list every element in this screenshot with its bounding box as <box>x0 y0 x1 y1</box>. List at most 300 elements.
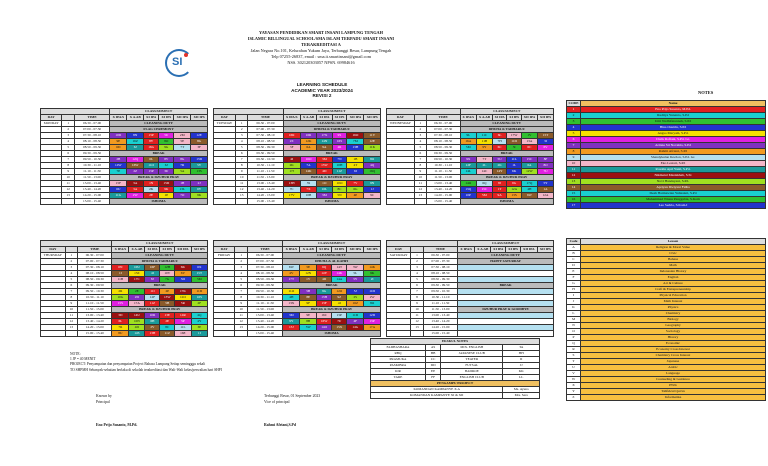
lesson-cell: 3E <box>191 325 207 331</box>
lesson-cell: 7P <box>110 169 127 175</box>
lesson-cell: 14T <box>332 265 347 271</box>
lesson-cell: 10P <box>460 193 476 199</box>
lesson-cell: 15S <box>112 301 129 307</box>
schedule-row: SATURDAY 1 06.30 - 07.00 CLEANING DUTY <box>387 253 554 259</box>
lesson-cell: 5U <box>492 157 507 163</box>
lesson-cell: 17C <box>129 277 145 283</box>
lesson-cell: 6Q <box>477 181 493 187</box>
lesson-cell: 5B <box>160 301 175 307</box>
lesson-cell: 16C <box>316 313 331 319</box>
lesson-cell: 13H <box>283 181 300 187</box>
lesson-cell: 2Z <box>127 169 144 175</box>
lesson-cell: 5P <box>175 319 192 325</box>
subject-row: N Geography <box>567 323 766 329</box>
schedule-row: 2 07.00 - 07.30 FLAG CEREMONY <box>41 127 208 133</box>
subject-row: M Biology <box>567 317 766 323</box>
letterhead <box>206 30 436 66</box>
lesson-cell: 9K <box>364 271 381 277</box>
class-subject-header: CLASS/SUBJECT <box>458 241 554 247</box>
subject-row: L Chemistry <box>567 311 766 317</box>
notes-label: NOTES <box>698 90 714 95</box>
schedule-row: 3 07.30 - 08.10 16R 16R 17X 9S 16O 11V <box>214 133 381 139</box>
lesson-cell: 2P <box>160 289 175 295</box>
class-col-header: XII IPA <box>174 115 191 121</box>
schedule-mon <box>40 108 208 205</box>
subject-row: J Math Interest <box>567 299 766 305</box>
teacher-row: 7 Arinna Sri Novahia, S.Pd <box>567 143 766 149</box>
schedule-row: 2 07.00 - 07.30 DHUHA & TADHARUZ <box>387 127 554 133</box>
class-col-header: XII IPA <box>521 115 537 121</box>
class-col-header: X A.AB <box>477 115 493 121</box>
class-col-header: X A.AB <box>129 247 145 253</box>
lesson-cell: 8V <box>159 157 174 163</box>
lesson-cell: 11Z <box>160 331 175 337</box>
lesson-cell: 5Y <box>347 277 364 283</box>
schedule-row: 2 07.00 - 07.30 DHUHA & TADHARUZ <box>41 259 208 265</box>
lesson-cell: 2E <box>160 319 175 325</box>
lesson-cell: 6Q <box>316 265 331 271</box>
schedule-row: 15.00 - 15.40 <box>387 331 554 337</box>
schedule-row: TUESDAY 1 06.30 - 07.00 CLEANING DUTY <box>214 121 381 127</box>
teacher-row: 14 Apriyan Dwiyani Fidha <box>567 185 766 191</box>
lesson-cell: 6J <box>159 163 174 169</box>
activity-row: BREAK <box>460 151 553 157</box>
lesson-cell: 11O <box>283 289 300 295</box>
ekskul-table: EKSKUL NOTES FADHASHARA AS MIX. ENGLISH TA RBQ BB JAPANESE CLUB HH PRAMUKA CC TEATER II PASKIBRA DD FUTSAL JJ KIR EE BADROE KK TARE FF ENGLISH CLUB LL PENGAMPU PROJECT KOMANDAN KAMPANYE X.A Ms. Ayuna KOMANDAN KAMPANYE XI & XII Mrs. Sara <box>370 338 540 399</box>
lesson-cell: 6L <box>492 133 507 139</box>
lesson-cell: 4Q <box>364 163 381 169</box>
lesson-cell: 5Y <box>191 163 208 169</box>
lesson-cell: 17A <box>364 325 381 331</box>
lesson-cell: 2E <box>143 193 158 199</box>
class-col-header: XI IPS <box>160 247 175 253</box>
lesson-cell: 11Z <box>145 301 160 307</box>
schedule-row: 4 08.10 - 08.50 4V 12N 14Y 14K 5L 9K <box>214 271 381 277</box>
lesson-cell: 11D <box>364 289 381 295</box>
schedule-row: 13 14.20 - 15.00 <box>387 325 554 331</box>
subject-row: R Economy Cross Interest <box>567 347 766 353</box>
schedule-row: 10 11.50 - 13.00 BREAK & DZUHUR PRAY <box>214 307 381 313</box>
lesson-cell: 13L <box>174 187 191 193</box>
lesson-cell: 14C <box>477 169 493 175</box>
lesson-cell: 11V <box>364 133 381 139</box>
teacher-row: 1 Eno Prijo Susanto, M.Pd. <box>567 107 766 113</box>
class-col-header: X IPA/S <box>112 247 129 253</box>
lesson-cell: 12A <box>507 187 521 193</box>
lesson-cell: 16O <box>347 133 364 139</box>
lesson-cell: 14Y <box>492 169 507 175</box>
notes-block: NOTE: 1 JP = 40 MENIT PROJECT: Penyampaian dan penyampaian Project Bahasa Lampung Setiap semingggu sekali TO SHPMH Sebanyak-sebatian berlaku di sekolah terakreditasi dan Wali-Wali kelas/perwalian hari SHPI <box>70 352 222 372</box>
lesson-cell: 4D <box>317 169 332 175</box>
lesson-cell: 13W <box>317 163 332 169</box>
class-col-header: XI IPA <box>316 247 331 253</box>
lesson-cell: 6I <box>347 169 364 175</box>
schedule-row: 15.00 - 15.40 ISHOMA <box>214 331 381 337</box>
lesson-cell: 13W <box>160 295 175 301</box>
schedule-row: 8 10.30 - 11.10 14W 16W 11O 6J 7R 5Y <box>41 163 208 169</box>
lesson-cell: 9E <box>110 139 127 145</box>
lesson-cell: 2M <box>174 133 191 139</box>
teacher-row: 4 Bina Oustrin, S.Pd <box>567 125 766 131</box>
lesson-cell: 12F <box>145 295 160 301</box>
class-col-header: XI IPS <box>506 247 521 253</box>
activity-row: CLEANING DUTY <box>458 253 554 259</box>
lesson-cell: 10G <box>112 295 129 301</box>
lesson-cell: 9X <box>460 157 476 163</box>
lesson-cell: 3D <box>112 313 129 319</box>
lesson-cell: 13D <box>191 157 208 163</box>
schedule-row: 9 11.10 - 11.50 17J 14K 4D 11Z 6I 16Q <box>214 169 381 175</box>
lesson-cell: 7G <box>160 277 175 283</box>
lesson-cell: 6A <box>521 163 537 169</box>
schedule-row: 13 14.20 - 15.00 7R 4D 2V 8C 11L 3E <box>41 325 208 331</box>
activity-row: FLAG CEREMONY <box>110 127 208 133</box>
lesson-cell: 13S <box>191 169 208 175</box>
lesson-cell: 11O <box>143 163 158 169</box>
lesson-cell: 15F <box>316 301 331 307</box>
lesson-cell: 3U <box>159 169 174 175</box>
lesson-cell: 12A <box>538 193 554 199</box>
subject-row: P History <box>567 335 766 341</box>
teacher-row: 13 Novi Handayani, S.Pd. <box>567 179 766 185</box>
contact: Telp 07255-26837, email : sma.it.smartinsani@gmail.com <box>270 54 372 59</box>
lesson-cell: 2F <box>191 301 207 307</box>
day-header: DAY <box>41 247 66 253</box>
subject-row: H Craft & Entrepreneurship <box>567 287 766 293</box>
lesson-cell: 1P <box>159 193 174 199</box>
schedule-row: 8 10.30 - 11.10 2K 7A 13W 10H 4T 4Q <box>214 163 381 169</box>
schedule-row: 5 08.50 - 09.30 11B 17C 8J 7G 3D 5M <box>41 277 208 283</box>
lesson-cell: 8O <box>538 163 554 169</box>
lesson-cell: 2J <box>191 181 208 187</box>
schedule-row: 8 10.30 - 11.10 <box>387 295 554 301</box>
lesson-cell: 16R <box>283 133 300 139</box>
time-header: TIME <box>248 115 283 121</box>
subject-row: O Sociology <box>567 329 766 335</box>
lesson-cell: 4D <box>129 325 145 331</box>
lesson-cell: 17X <box>317 133 332 139</box>
school-logo: SI <box>162 48 198 78</box>
schedule-row: 3 07.30 - 08.10 9L 11C 6L 17W 1V 15T <box>387 133 554 139</box>
class-col-header: X IPA/S <box>110 115 127 121</box>
schedule-row: 5 08.50 - 09.30 <box>387 277 554 283</box>
lesson-cell: 9G <box>507 181 521 187</box>
lesson-cell: 16G <box>143 145 158 151</box>
schedule-row: 4 08.10 - 08.50 1I 15Z 4I 10V 6V 15T <box>41 271 208 277</box>
activity-row: BREAK & DZUHUR PRAY <box>283 307 381 313</box>
lesson-cell: 1J <box>364 187 381 193</box>
schedule-row: 12 13.40 - 14.20 6L 10N 6H 2E 5P 4Y <box>41 319 208 325</box>
class-col-header: XII IPS <box>364 247 381 253</box>
org-name: YAYASAN PENDIDIKAN SMART INSANI LAMPUNG TENGAH <box>259 30 383 35</box>
schedule-row: 5 08.50 - 09.30 3F 6A 9A 4R 13H 11K <box>214 145 381 151</box>
lesson-cell: 5A <box>174 169 191 175</box>
lesson-cell: 3I <box>538 139 554 145</box>
lesson-cell: 3M <box>317 193 332 199</box>
lesson-cell: 3W <box>347 265 364 271</box>
lesson-cell: 16R <box>300 133 316 139</box>
lesson-cell: 1L <box>507 163 521 169</box>
schedule-row: 10 11.50 - 13.00 BREAK & DZUHUR PRAY <box>214 175 381 181</box>
lesson-cell: 4H <box>283 295 300 301</box>
teacher-row: 10 Eko Lestari, S.Pd <box>567 161 766 167</box>
lesson-cell: 7O <box>174 193 191 199</box>
lesson-cell: 8C <box>332 187 347 193</box>
lesson-cell: 4T <box>347 163 364 169</box>
class-subject-header: CLASS/SUBJECT <box>460 109 553 115</box>
lesson-cell: 6K <box>507 169 521 175</box>
schedule-row: 6 09.30 - 09.50 BREAK <box>387 283 554 289</box>
activity-row: DHUHA & AL KAHFI <box>283 259 381 265</box>
lesson-cell: 6A <box>300 145 316 151</box>
lesson-cell: 8N <box>127 133 144 139</box>
schedule-row: THURSDAY 1 06.30 - 07.00 CLEANING DUTY <box>41 253 208 259</box>
lesson-cell: 5W <box>300 325 317 331</box>
subject-row: Y Tahfidzul Qur'an <box>567 389 766 395</box>
lesson-cell: 9K <box>191 193 208 199</box>
schedule-row: 6 09.30 - 09.50 BREAK <box>41 283 208 289</box>
lesson-cell: 4I <box>145 271 160 277</box>
teacher-row: 9 Shandykulan Ikwdon, S.Pd. Gr. <box>567 155 766 161</box>
lesson-cell: 14N <box>317 139 332 145</box>
lesson-cell: 13H <box>347 145 364 151</box>
lesson-cell: 10H <box>332 163 347 169</box>
schedule-row: 6 09.30 - 09.50 BREAK <box>41 151 208 157</box>
lesson-cell: 4R <box>332 145 347 151</box>
lesson-cell: 2I <box>364 277 381 283</box>
lesson-cell: 9S <box>332 133 347 139</box>
activity-row: HAPPY SATURDAY <box>458 259 554 265</box>
teacher-code-table: CODE Name 1 Eno Prijo Susanto, M.Pd. 2 Rudiiya Yunanto, S.Pd 3 Umi Nadhifatunnah, S.Pd 4 Bina Oustrin, S.Pd 5 Angso Maryam, S.Pd. 6 Dwik Rofiani, S.Pd. Gr. 7 Arinna Sri Novahia, S.Pd 8 Rahmi Afriani, S.Pd 9 Shandykulan Ikwdon, S.Pd. Gr. 10 Eko Lestari, S.Pd 11 Rosalia Apri Yanti, S.Pd. 12 Nikmatul Maslakhah, S.Si 13 Novi Handayani, S.Pd. 14 Apriyan Dwiyani Fidha 15 Deah Harmawian Yuliastuti, S.Pd 16 Muhammad Wisnu Panggabia, S.Kom 17 Leo Sedria, S.Kom.I <box>566 100 766 209</box>
lesson-cell: 2K <box>143 187 158 193</box>
lesson-cell: 7C <box>283 187 300 193</box>
subject-row: Z Informatika <box>567 395 766 401</box>
schedule-row: 9 11.10 - 11.50 13X 9F 15F 4I 16Z 8O <box>214 301 381 307</box>
lesson-cell: 9K <box>159 187 174 193</box>
lesson-cell: 11I <box>317 181 332 187</box>
lesson-cell: 8C <box>160 325 175 331</box>
schedule-row: 2 07.00 - 07.30 DHUHA & TADHARUZ <box>214 127 381 133</box>
lesson-cell: 2R <box>112 289 129 295</box>
lesson-cell: 16A <box>460 139 476 145</box>
schedule-row: 11 13.00 - 13.40 3M 9E 16C 15P 11D 12D <box>214 313 381 319</box>
lesson-cell: 14R <box>175 313 192 319</box>
schedule-row: FRIDAY 1 06.30 - 07.00 CLEANING DUTY <box>214 253 381 259</box>
lesson-cell: 3S <box>300 181 316 187</box>
lesson-cell: 12O <box>175 295 192 301</box>
subject-row: G Art & Culture <box>567 281 766 287</box>
lesson-cell: 14K <box>364 265 381 271</box>
lesson-cell: 17T <box>283 277 300 283</box>
lesson-cell: 9N <box>364 181 381 187</box>
class-subject-header: CLASS/SUBJECT <box>110 109 208 115</box>
lesson-cell: 7X <box>300 187 316 193</box>
class-col-header: X IPA/S <box>458 247 475 253</box>
lesson-cell: 12F <box>460 163 476 169</box>
lesson-cell: 16Z <box>127 139 144 145</box>
lesson-cell: 15D <box>159 181 174 187</box>
lesson-cell: 8U <box>112 331 129 337</box>
schedule-row: 9 11.10 - 11.50 14L 14C 14Y 6K 12W 7U <box>387 169 554 175</box>
subject-row: U Arabic <box>567 365 766 371</box>
lesson-cell: 6L <box>112 319 129 325</box>
ekskul-row: FADHASHARA AS MIX. ENGLISH TA <box>371 345 540 351</box>
lesson-cell: 9Z <box>332 295 347 301</box>
class-col-header: X IPA/S <box>283 115 300 121</box>
activity-row: ISHOMA <box>110 199 208 205</box>
lesson-cell: 7A <box>300 163 316 169</box>
subject-row: I Physical Education <box>567 293 766 299</box>
lesson-cell: 1V <box>521 133 537 139</box>
schedule-row: 7 09.50 - 10.30 2B 12Q 6L 8V 8G 13D <box>41 157 208 163</box>
supervisor-row: KOMANDAN KAMPANYE X.A Ms. Ayuna <box>371 387 540 393</box>
lesson-cell: 7N <box>332 157 347 163</box>
schedule-row: 2 07.00 - 07.30 DHUHA & AL KAHFI <box>214 259 381 265</box>
lesson-cell: 8O <box>364 157 381 163</box>
lesson-cell: 15P <box>332 313 347 319</box>
time-header: TIME <box>247 247 282 253</box>
lesson-cell: 11L <box>507 157 521 163</box>
lesson-cell: 14K <box>332 271 347 277</box>
class-col-header: X A.AB <box>127 115 144 121</box>
lesson-cell: 7U <box>332 319 347 325</box>
lesson-cell: 3I <box>507 145 521 151</box>
schedule-row: 8 10.30 - 11.10 12F 2L 2K 1L 6A 8O <box>387 163 554 169</box>
schedule-row: 4 08.10 - 08.50 9E 16Z 8Y 8O 5E 8G <box>41 139 208 145</box>
activity-row: BREAK <box>283 283 381 289</box>
day-header: DAY <box>214 247 235 253</box>
lesson-cell: 2L <box>477 163 493 169</box>
lesson-cell: 7H <box>492 139 507 145</box>
signature-vice: Terbanggi Besar, 01 September 2023 Vice of principal Rahmi Afriani,S.Pd <box>264 394 321 427</box>
lesson-cell: 1V <box>300 277 317 283</box>
lesson-cell: 17Q <box>521 181 537 187</box>
lesson-cell: 2K <box>492 163 507 169</box>
lesson-cell: 17A <box>129 301 145 307</box>
schedule-row: 7 09.50 - 10.30 11O 5B 9G 12O 5J 11D <box>214 289 381 295</box>
lesson-cell: 2B <box>110 157 127 163</box>
lesson-cell: 16W <box>127 163 144 169</box>
class-subject-header: CLASS/SUBJECT <box>112 241 208 247</box>
lesson-cell: 13H <box>316 295 331 301</box>
schedule-row: 5 08.50 - 09.30 17T 1V 4D 14A 5Y 2I <box>214 277 381 283</box>
lesson-cell: 13E <box>160 313 175 319</box>
subject-row: E Indonesian History <box>567 269 766 275</box>
lesson-cell: 16Q <box>364 169 381 175</box>
lesson-cell: 2W <box>364 295 381 301</box>
lesson-cell: 4P <box>347 193 364 199</box>
subject-row: A Religion & Moral Value <box>567 245 766 251</box>
class-col-header: XI IPS <box>507 115 521 121</box>
lesson-cell: 11D <box>507 139 521 145</box>
time-header: TIME <box>78 247 112 253</box>
lesson-cell: 14W <box>110 163 127 169</box>
schedule-row: 8 10.30 - 11.10 4H 8E 13H 9Z 2S 2W <box>214 295 381 301</box>
class-col-header: XII IPS <box>538 115 554 121</box>
schedule-row: 8 10.30 - 11.10 10G 2D 12F 13W 12O 16S <box>41 295 208 301</box>
schedule-row: 13 14.20 - 15.00 17V 10B 3M 5N 4P 9C <box>214 193 381 199</box>
lesson-cell: 7R <box>174 163 191 169</box>
lesson-cell: 17J <box>283 169 300 175</box>
lesson-cell: 8J <box>145 277 160 283</box>
lesson-cell: 7U <box>538 169 554 175</box>
lesson-cell: 3A <box>127 187 144 193</box>
lesson-cell: 10N <box>129 319 145 325</box>
class-col-header: XII IPA <box>347 115 364 121</box>
class-col-header: XII IPA <box>520 247 537 253</box>
activity-row: DZUHUR PRAY & GOODBYE <box>458 307 554 313</box>
schedule-row: 3 07.30 - 08.10 10D 8N 15P 5U 2M 12E <box>41 133 208 139</box>
class-col-header: XI IPA <box>492 115 507 121</box>
subject-code-table: Code Lesson A Religion & Moral Value B Civic C Bahasa D Math E Indonesian History F English G Art & Culture H Craft & Entrepreneurship I Physical Education J Math Interest K Physics L Chemistry M Biology N Geography O Sociology P History Q Economic R Economy Cross Interest S Chemistry Cross Interest T Japanese U Arabic V Language W Counseling & Guidance X PWK Y Tahfidzul Qur'an Z Informatika <box>566 238 766 401</box>
lesson-cell: 11D <box>191 289 207 295</box>
schedule-row: 15.00 - 15.40 ISHOMA <box>387 199 554 205</box>
lesson-cell: 6V <box>538 145 554 151</box>
schedule-row: 9 11.10 - 11.50 15S 17A 11Z 5B 5R 2F <box>41 301 208 307</box>
schedule-row: 4 08.10 - 08.50 16A 11B 7H 11D 13A 3I <box>387 139 554 145</box>
lesson-cell: 6G <box>347 187 364 193</box>
activity-row: BREAK & DZUHUR PRAY <box>112 307 208 313</box>
teacher-row: 2 Rudiiya Yunanto, S.Pd <box>567 113 766 119</box>
schedule-row: 4 08.10 - 08.50 2Z 12K 14N 16S 7M 12E <box>214 139 381 145</box>
subject-row: D Math <box>567 263 766 269</box>
time-header: TIME <box>423 247 458 253</box>
lesson-cell: 5R <box>175 301 192 307</box>
lesson-cell: 8B <box>300 319 317 325</box>
lesson-cell: 9E <box>300 313 317 319</box>
activity-row: BREAK <box>110 151 208 157</box>
lesson-cell: 2S <box>347 295 364 301</box>
teacher-row: 12 Nikmatul Maslakhah, S.Si <box>567 173 766 179</box>
lesson-cell: 4V <box>283 271 300 277</box>
schedule-tue <box>213 108 381 205</box>
class-col-header: X A.AB <box>300 115 316 121</box>
lesson-cell: 12Q <box>127 157 144 163</box>
activity-row: BREAK & DZUHUR PRAY <box>460 175 553 181</box>
schedule-row: 10 11.50 - 13.00 BREAK & DZUHUR PRAY <box>41 307 208 313</box>
lesson-cell: 14S <box>129 331 145 337</box>
lesson-cell: 12K <box>300 139 316 145</box>
ekskul-row: PRAMUKA CC TEATER II <box>371 357 540 363</box>
subject-row: X PWK <box>567 383 766 389</box>
subject-row: B Civic <box>567 251 766 257</box>
lesson-cell: 2K <box>283 163 300 169</box>
teacher-row: 17 Leo Sedria, S.Kom.I <box>567 203 766 209</box>
schedule-row: 12 13.40 - 14.20 <box>387 319 554 325</box>
lesson-cell: 11G <box>110 193 127 199</box>
activity-row: ISHOMA <box>283 199 380 205</box>
activity-row: BREAK & DZUHUR PRAY <box>283 175 380 181</box>
lesson-cell: 6U <box>110 187 127 193</box>
accreditation: TERAKREDITASI A <box>301 42 341 47</box>
lesson-cell: 9A <box>492 193 507 199</box>
schedule-row: 12 13.40 - 14.20 6U 3A 2K 9K 13L 6Y <box>41 187 208 193</box>
lesson-cell: 14K <box>300 169 316 175</box>
lesson-cell: 14L <box>460 169 476 175</box>
class-col-header: XI IPS <box>159 115 174 121</box>
lesson-cell: 15P <box>143 169 158 175</box>
lesson-cell: 3M <box>317 157 332 163</box>
teacher-row: 3 Umi Nadhifatunnah, S.Pd <box>567 119 766 125</box>
lesson-cell: 11B <box>477 139 493 145</box>
lesson-cell: 4D <box>316 277 331 283</box>
class-col-header: XI IPA <box>143 115 158 121</box>
lesson-cell: 4H <box>521 187 537 193</box>
lesson-cell: 16Z <box>347 301 364 307</box>
lesson-cell: 4I <box>332 301 347 307</box>
lesson-cell: 6C <box>521 145 537 151</box>
lesson-cell: 4Q <box>191 313 207 319</box>
